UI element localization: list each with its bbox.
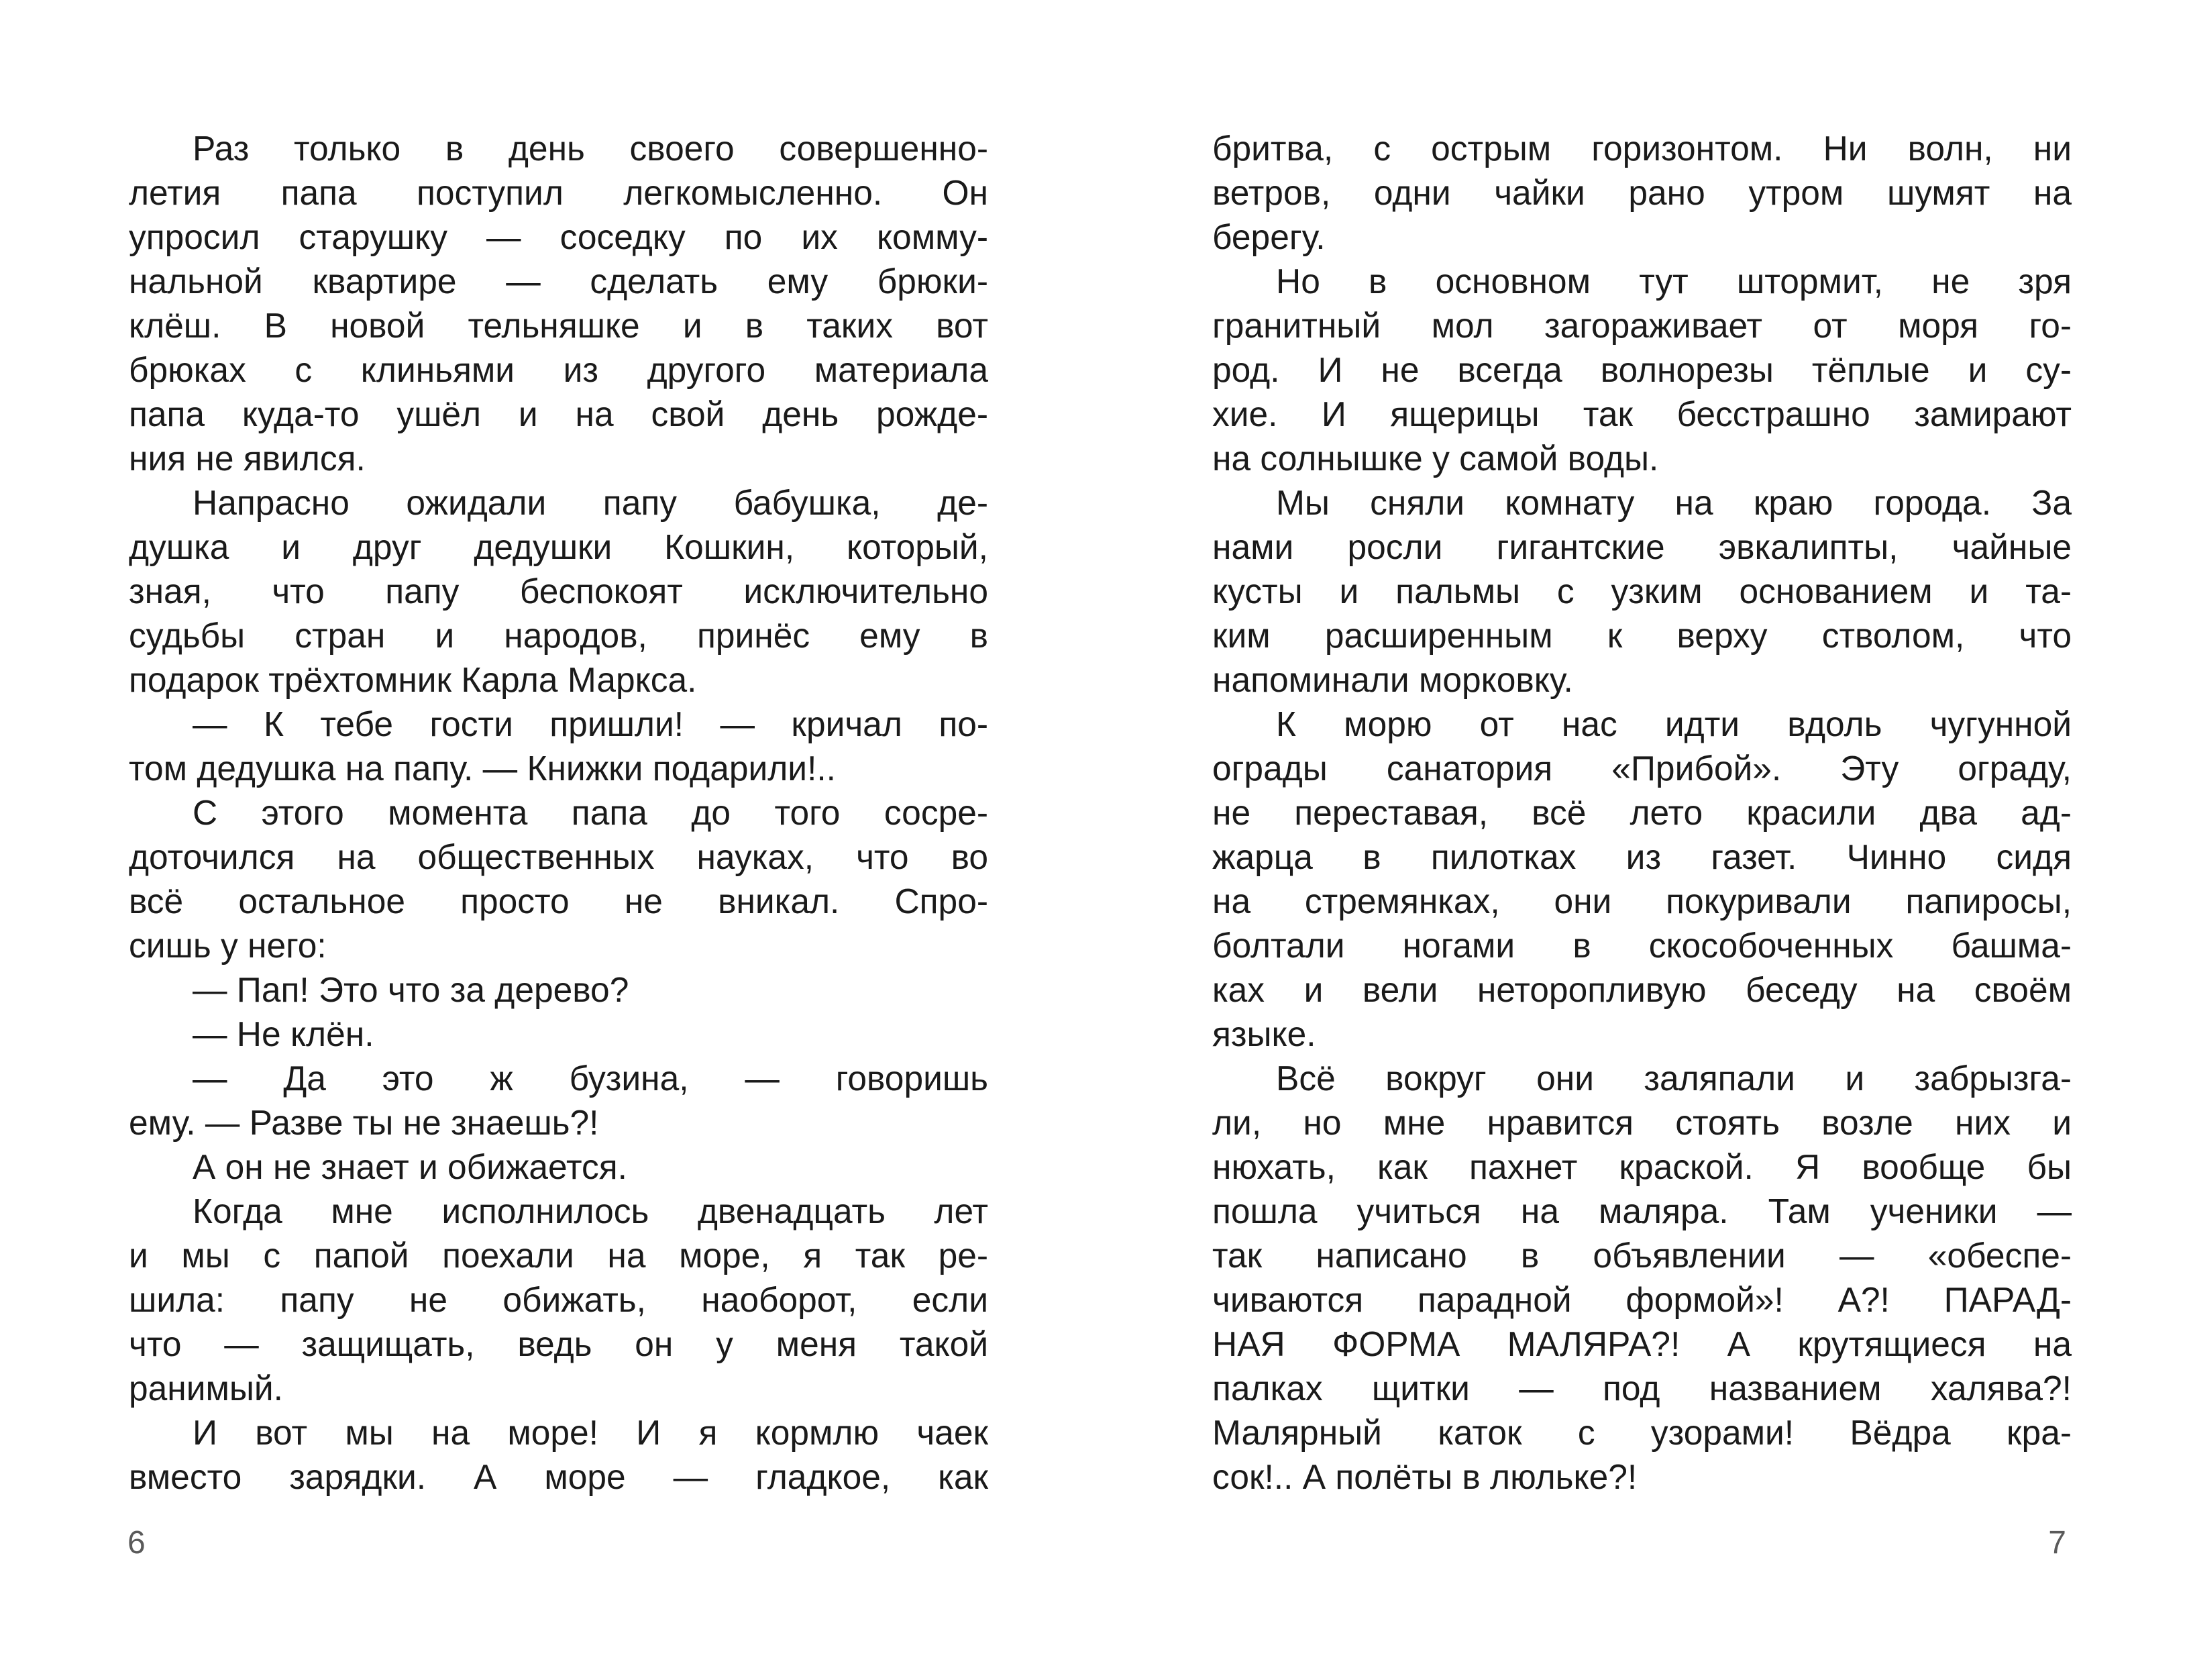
text-line: болтали ногами в скособоченных башма- [1212,926,2072,965]
text-line: сок!.. А полёты в люльке?! [1212,1457,1638,1496]
text-line: Всё вокруг они заляпали и забрызга- [1276,1059,2072,1098]
text-line: жарца в пилотках из газет. Чинно сидя [1212,837,2072,876]
text-line: том дедушка на папу. — Книжки подарили!.. [129,749,836,788]
text-line: ветров, одни чайки рано утром шумят на [1212,173,2072,212]
text-line: что — защищать, ведь он у меня такой [129,1324,988,1363]
text-line: пошла учиться на маляра. Там ученики — [1212,1192,2072,1230]
text-line: ли, но мне нравится стоять возле них и [1212,1103,2072,1142]
text-line: судьбы стран и народов, принёс ему в [129,616,988,655]
text-line: всё остальное просто не вникал. Спро- [129,882,988,921]
text-line: палках щитки — под названием халява?! [1212,1369,2072,1408]
text-line: хие. И ящерицы так бесстрашно замирают [1212,395,2072,433]
text-line: на солнышке у самой воды. [1212,439,1659,478]
text-line: шила: папу не обижать, наоборот, если [129,1280,988,1319]
text-line: ках и вели неторопливую беседу на своём [1212,970,2072,1009]
text-line: — К тебе гости пришли! — кричал по- [193,704,988,743]
text-line: упросил старушку — соседку по их комму- [129,217,988,256]
text-line: бритва, с острым горизонтом. Ни волн, ни [1212,129,2072,168]
text-line: языке. [1212,1014,1316,1053]
text-line: К морю от нас идти вдоль чугунной [1276,704,2072,743]
text-line: кусты и пальмы с узким основанием и та- [1212,572,2072,611]
text-line: гранитный мол загораживает от моря го- [1212,306,2072,345]
text-line: НАЯ ФОРМА МАЛЯРА?! А крутящиеся на [1212,1324,2072,1363]
text-line: нюхать, как пахнет краской. Я вообще бы [1212,1147,2072,1186]
text-line: летия папа поступил легкомысленно. Он [129,173,988,212]
text-line: — Не клён. [193,1014,374,1053]
text-line: берегу. [1212,217,1326,256]
text-line: на стремянках, они покуривали папиросы, [1212,882,2072,921]
text-line: папа куда-то ушёл и на свой день рожде- [129,395,988,433]
text-line: Когда мне исполнилось двенадцать лет [193,1192,988,1230]
text-line: не переставая, всё лето красили два ад- [1212,793,2072,832]
text-line: клёш. В новой тельняшке и в таких вот [129,306,988,345]
text-line: род. И не всегда волнорезы тёплые и су- [1212,350,2072,389]
text-line: ким расширенным к верху стволом, что [1212,616,2072,655]
left-page-number: 6 [127,1525,146,1561]
left-page-text [129,126,988,1499]
text-line: — Пап! Это что за дерево? [193,970,629,1009]
right-page-text [1212,126,2072,1499]
text-line: ограды санатория «Прибой». Эту ограду, [1212,749,2072,788]
right-page-number: 7 [2048,1525,2066,1561]
text-line: и мы с папой поехали на море, я так ре- [129,1236,988,1275]
text-line: напоминали морковку. [1212,660,1573,699]
text-line: подарок трёхтомник Карла Маркса. [129,660,697,699]
text-line: Раз только в день своего совершенно- [193,129,988,168]
text-line: ранимый. [129,1369,283,1408]
text-line: так написано в объявлении — «обеспе- [1212,1236,2072,1275]
text-line: ния не явился. [129,439,366,478]
text-line: душка и друг дедушки Кошкин, который, [129,527,988,566]
text-line: Напрасно ожидали папу бабушка, де- [193,483,988,522]
text-line: брюках с клиньями из другого материала [129,350,988,389]
text-line: сишь у него: [129,926,327,965]
text-line: Но в основном тут штормит, не зря [1276,262,2072,301]
text-line: чиваются парадной формой»! А?! ПАРАД- [1212,1280,2072,1319]
text-line: А он не знает и обижается. [193,1147,627,1186]
text-line: вместо зарядки. А море — гладкое, как [129,1457,988,1496]
text-line: И вот мы на море! И я кормлю чаек [193,1413,988,1452]
text-line: нами росли гигантские эвкалипты, чайные [1212,527,2072,566]
text-line: зная, что папу беспокоят исключительно [129,572,988,611]
text-line: доточился на общественных науках, что во [129,837,988,876]
text-line: Малярный каток с узорами! Вёдра кра- [1212,1413,2072,1452]
text-line: Мы сняли комнату на краю города. За [1276,483,2072,522]
text-line: — Да это ж бузина, — говоришь [193,1059,988,1098]
text-line: нальной квартире — сделать ему брюки- [129,262,988,301]
text-line: С этого момента папа до того сосре- [193,793,988,832]
text-line: ему. — Разве ты не знаешь?! [129,1103,599,1142]
